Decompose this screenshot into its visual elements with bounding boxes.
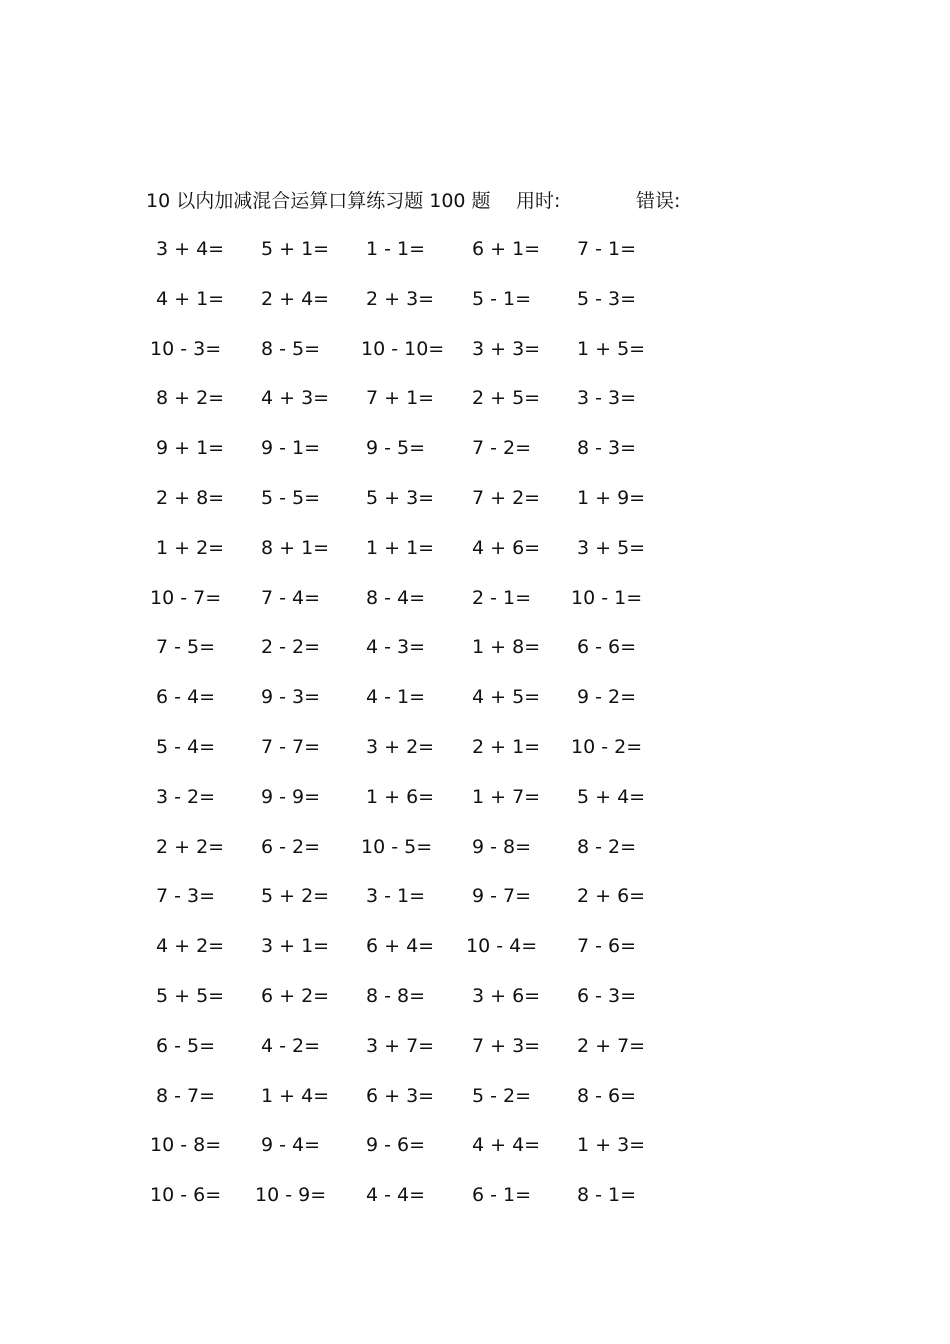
problem-row bbox=[150, 534, 710, 584]
problem-item: 6 - 1= bbox=[472, 1184, 532, 1207]
problem-item: 4 - 2= bbox=[261, 1034, 321, 1057]
problem-item: 10 - 3= bbox=[150, 337, 222, 360]
problem-item: 9 - 5= bbox=[366, 437, 426, 460]
problem-item: 1 + 9= bbox=[577, 486, 646, 509]
problem-item: 6 + 3= bbox=[366, 1084, 435, 1107]
problem-item: 1 + 1= bbox=[366, 536, 435, 559]
problem-item: 3 - 1= bbox=[366, 885, 426, 908]
problem-item: 10 - 10= bbox=[361, 337, 445, 360]
problem-item: 1 + 5= bbox=[577, 337, 646, 360]
worksheet-header bbox=[146, 186, 746, 214]
problem-item: 6 - 3= bbox=[577, 984, 637, 1007]
problem-item: 9 - 1= bbox=[261, 437, 321, 460]
problem-item: 6 - 5= bbox=[156, 1034, 216, 1057]
problem-item: 6 - 6= bbox=[577, 636, 637, 659]
problem-item: 8 - 5= bbox=[261, 337, 321, 360]
problem-item: 4 + 4= bbox=[472, 1134, 541, 1157]
problem-row bbox=[150, 285, 710, 335]
problem-item: 2 + 1= bbox=[472, 735, 541, 758]
problem-item: 1 + 3= bbox=[577, 1134, 646, 1157]
problem-item: 2 + 5= bbox=[472, 387, 541, 410]
problem-row bbox=[150, 484, 710, 534]
problem-item: 8 + 1= bbox=[261, 536, 330, 559]
problem-item: 8 - 3= bbox=[577, 437, 637, 460]
problem-item: 7 - 5= bbox=[156, 636, 216, 659]
problem-row bbox=[150, 882, 710, 932]
problem-item: 2 - 2= bbox=[261, 636, 321, 659]
problem-item: 6 - 2= bbox=[261, 835, 321, 858]
problem-item: 3 + 4= bbox=[156, 238, 225, 260]
problem-item: 8 - 6= bbox=[577, 1084, 637, 1107]
problem-item: 9 - 7= bbox=[472, 885, 532, 908]
problem-item: 4 - 3= bbox=[366, 636, 426, 659]
problem-item: 5 - 4= bbox=[156, 735, 216, 758]
problem-row bbox=[150, 1032, 710, 1082]
problem-item: 4 + 2= bbox=[156, 935, 225, 958]
problem-item: 3 + 2= bbox=[366, 735, 435, 758]
problem-row bbox=[150, 633, 710, 683]
problem-item: 2 + 8= bbox=[156, 486, 225, 509]
problem-item: 10 - 2= bbox=[571, 735, 643, 758]
problem-item: 6 - 4= bbox=[156, 686, 216, 709]
problem-item: 8 + 2= bbox=[156, 387, 225, 410]
problem-item: 7 + 1= bbox=[366, 387, 435, 410]
problem-item: 9 - 6= bbox=[366, 1134, 426, 1157]
problem-item: 5 - 1= bbox=[472, 287, 532, 310]
problem-grid bbox=[150, 235, 710, 1231]
problem-item: 5 + 4= bbox=[577, 785, 646, 808]
problem-row bbox=[150, 683, 710, 733]
problem-item: 6 + 1= bbox=[472, 238, 541, 260]
problem-item: 9 + 1= bbox=[156, 437, 225, 460]
problem-item: 2 + 4= bbox=[261, 287, 330, 310]
problem-item: 8 - 1= bbox=[577, 1184, 637, 1207]
problem-item: 7 - 3= bbox=[156, 885, 216, 908]
problem-item: 4 - 1= bbox=[366, 686, 426, 709]
problem-item: 3 + 6= bbox=[472, 984, 541, 1007]
problem-item: 10 - 5= bbox=[361, 835, 433, 858]
problem-item: 4 - 4= bbox=[366, 1184, 426, 1207]
problem-item: 7 - 1= bbox=[577, 238, 637, 260]
problem-row bbox=[150, 434, 710, 484]
problem-row bbox=[150, 833, 710, 883]
problem-item: 1 - 1= bbox=[366, 238, 426, 260]
problem-row bbox=[150, 783, 710, 833]
problem-item: 8 - 2= bbox=[577, 835, 637, 858]
problem-item: 5 + 2= bbox=[261, 885, 330, 908]
problem-item: 2 + 6= bbox=[577, 885, 646, 908]
problem-item: 3 + 5= bbox=[577, 536, 646, 559]
problem-item: 5 - 5= bbox=[261, 486, 321, 509]
problem-item: 2 + 7= bbox=[577, 1034, 646, 1057]
problem-row bbox=[150, 1181, 710, 1231]
problem-item: 10 - 7= bbox=[150, 586, 222, 609]
problem-item: 7 - 2= bbox=[472, 437, 532, 460]
worksheet-title: 10 以内加减混合运算口算练习题 100 题 bbox=[146, 190, 491, 212]
problem-item: 5 + 5= bbox=[156, 984, 225, 1007]
problem-item: 5 + 3= bbox=[366, 486, 435, 509]
problem-item: 9 - 2= bbox=[577, 686, 637, 709]
problem-item: 9 - 8= bbox=[472, 835, 532, 858]
problem-item: 6 + 4= bbox=[366, 935, 435, 958]
problem-item: 6 + 2= bbox=[261, 984, 330, 1007]
problem-item: 8 - 4= bbox=[366, 586, 426, 609]
problem-item: 7 + 2= bbox=[472, 486, 541, 509]
problem-row bbox=[150, 335, 710, 385]
problem-row bbox=[150, 1131, 710, 1181]
problem-item: 3 + 3= bbox=[472, 337, 541, 360]
problem-item: 3 + 7= bbox=[366, 1034, 435, 1057]
problem-row bbox=[150, 932, 710, 982]
problem-item: 8 - 8= bbox=[366, 984, 426, 1007]
problem-item: 3 - 3= bbox=[577, 387, 637, 410]
problem-item: 5 + 1= bbox=[261, 238, 330, 260]
problem-item: 9 - 4= bbox=[261, 1134, 321, 1157]
problem-item: 5 - 3= bbox=[577, 287, 637, 310]
time-used-label: 用时: bbox=[516, 190, 561, 212]
problem-item: 7 - 4= bbox=[261, 586, 321, 609]
problem-item: 3 - 2= bbox=[156, 785, 216, 808]
problem-row bbox=[150, 384, 710, 434]
problem-item: 1 + 8= bbox=[472, 636, 541, 659]
problem-row bbox=[150, 733, 710, 783]
errors-label: 错误: bbox=[636, 190, 681, 212]
problem-row bbox=[150, 235, 710, 285]
problem-item: 1 + 4= bbox=[261, 1084, 330, 1107]
problem-item: 7 - 6= bbox=[577, 935, 637, 958]
problem-item: 5 - 2= bbox=[472, 1084, 532, 1107]
problem-item: 1 + 2= bbox=[156, 536, 225, 559]
problem-item: 10 - 4= bbox=[466, 935, 538, 958]
problem-item: 2 + 2= bbox=[156, 835, 225, 858]
problem-item: 9 - 9= bbox=[261, 785, 321, 808]
problem-item: 10 - 1= bbox=[571, 586, 643, 609]
problem-item: 10 - 9= bbox=[255, 1184, 327, 1207]
problem-item: 2 - 1= bbox=[472, 586, 532, 609]
problem-row bbox=[150, 982, 710, 1032]
problem-item: 1 + 7= bbox=[472, 785, 541, 808]
problem-item: 1 + 6= bbox=[366, 785, 435, 808]
problem-item: 7 + 3= bbox=[472, 1034, 541, 1057]
problem-item: 4 + 6= bbox=[472, 536, 541, 559]
problem-item: 7 - 7= bbox=[261, 735, 321, 758]
problem-item: 4 + 1= bbox=[156, 287, 225, 310]
problem-row bbox=[150, 584, 710, 634]
problem-item: 9 - 3= bbox=[261, 686, 321, 709]
problem-item: 4 + 5= bbox=[472, 686, 541, 709]
problem-item: 8 - 7= bbox=[156, 1084, 216, 1107]
problem-item: 2 + 3= bbox=[366, 287, 435, 310]
problem-item: 10 - 8= bbox=[150, 1134, 222, 1157]
problem-item: 10 - 6= bbox=[150, 1184, 222, 1207]
problem-row bbox=[150, 1082, 710, 1132]
problem-item: 4 + 3= bbox=[261, 387, 330, 410]
problem-item: 3 + 1= bbox=[261, 935, 330, 958]
